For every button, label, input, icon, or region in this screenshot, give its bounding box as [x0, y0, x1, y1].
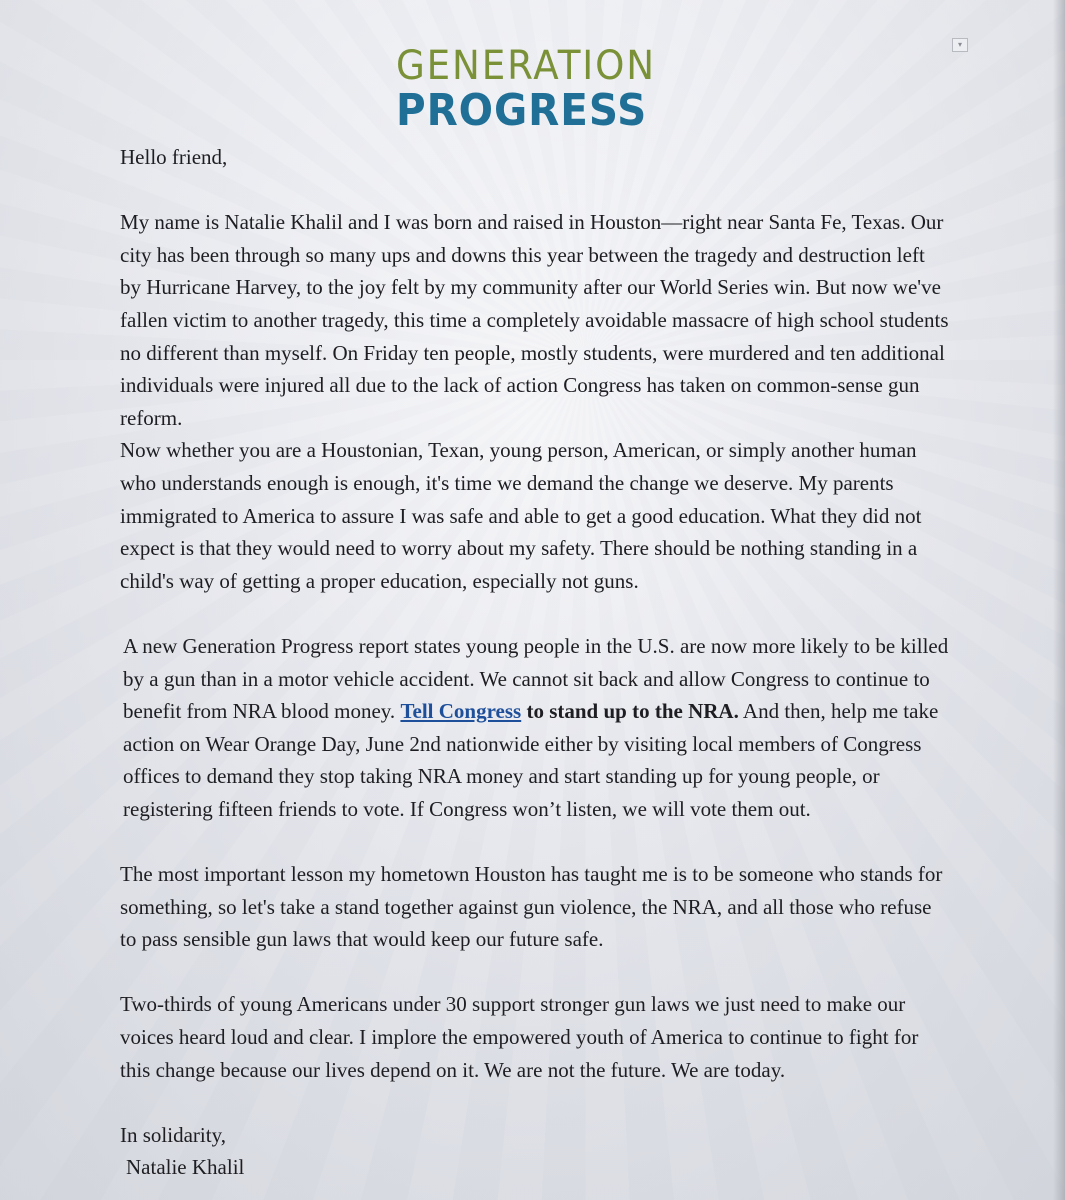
- email-greeting: Hello friend,: [120, 145, 228, 169]
- paragraph-demand-change: Now whether you are a Houstonian, Texan, young person, American, or simply another human who understands enough is enough, it's time we demand the change we deserve. My parents immigrated to America to assure I was safe and able to get a good education. What they did not expect is that they would need to worry about my safety. There should be nothing standing in a child's way of getting a proper education, especially not guns.: [120, 438, 922, 593]
- spacer: [120, 825, 950, 858]
- chevron-down-icon[interactable]: ▾: [952, 38, 968, 52]
- cta-bold-text: to stand up to the NRA.: [521, 699, 739, 724]
- cta-text-before: A new Generation Progress report states young people in the U.S. are now more likely to be killed by a gun than in a motor vehicle accident. We cannot sit back and allow Congress to continue to benefit from NRA blood money.: [123, 633, 949, 724]
- spacer: [120, 597, 950, 630]
- generation-progress-logo: [396, 44, 691, 134]
- spacer: [120, 1086, 950, 1119]
- paragraph-intro: My name is Natalie Khalil and I was born and raised in Houston—right near Santa Fe, Texas. Our city has been through so many ups and downs this year between the tragedy and destruction left by Hurricane Harvey, to the joy felt by my community after our World Series win. But now we've fallen victim to another tragedy, this time a completely avoidable massacre of high school students no different than myself. On Friday ten people, mostly students, were murdered and ten additional individuals were injured all due to the lack of action Congress has taken on common-sense gun reform.: [120, 210, 949, 430]
- email-signature: Natalie Khalil: [126, 1155, 245, 1180]
- spacer: [120, 174, 950, 207]
- email-body: [120, 141, 950, 1184]
- logo-line-generation: GENERATION: [396, 43, 656, 89]
- paragraph-lesson: The most important lesson my hometown Houston has taught me is to be someone who stands for something, so let's take a stand together against gun violence, the NRA, and all those who refuse to pass sensible gun laws that would keep our future safe.: [120, 862, 943, 952]
- window-edge: [1053, 0, 1065, 1200]
- paragraph-call-to-action: [120, 630, 950, 826]
- email-closing: In solidarity,: [120, 1122, 226, 1147]
- tell-congress-link[interactable]: Tell Congress: [400, 699, 522, 724]
- logo-line-progress: PROGRESS: [396, 85, 648, 136]
- paragraph-closing-appeal: Two-thirds of young Americans under 30 support stronger gun laws we just need to make our voices heard loud and clear. I implore the empowered youth of America to continue to fight for this change because our lives depend on it. We are not the future. We are today.: [120, 992, 919, 1082]
- cta-text-after: And then, help me take action on Wear Orange Day, June 2nd nationwide either by visiting local members of Congress offices to demand they stop taking NRA money and start standing up for young people, or registering fifteen friends to vote. If Congress won’t listen, we will vote them out.: [123, 699, 939, 821]
- spacer: [120, 956, 950, 989]
